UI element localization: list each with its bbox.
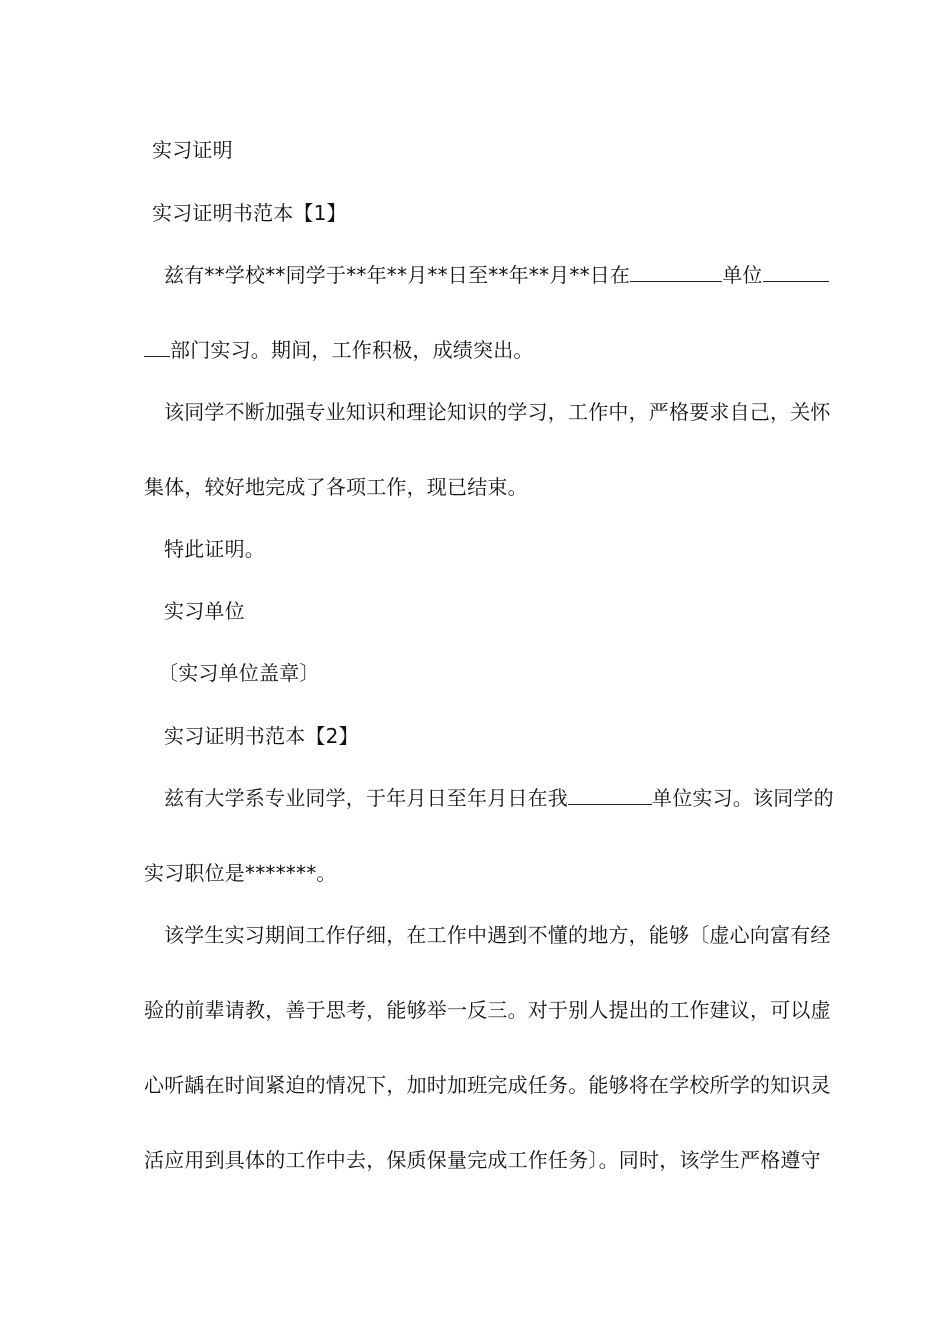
paragraph-1-line-1	[164, 262, 829, 288]
paragraph-2-line-2: 集体，较好地完成了各项工作，现已结束。	[144, 475, 528, 499]
closing-text: 特此证明。	[164, 537, 265, 561]
paragraph-4-line-1: 该学生实习期间工作仔细，在工作中遇到不懂的地方，能够〔虚心向富有经	[164, 923, 831, 947]
paragraph-1-text-end: 部门实习。期间，工作积极，成绩突出。	[170, 338, 534, 362]
fill-blank-unit	[630, 263, 722, 282]
paragraph-4-line-4: 活应用到具体的工作中去，保质保量完成工作任务〕。同时，该学生严格遵守	[144, 1148, 821, 1172]
paragraph-4-line-3: 心听龋在时间紧迫的情况下，加时加班完成任务。能够将在学校所学的知识灵	[144, 1073, 831, 1097]
sample-heading-2: 实习证明书范本【2】	[164, 724, 359, 748]
sample-heading-1: 实习证明书范本【1】	[152, 201, 347, 225]
paragraph-1-line-2	[144, 337, 534, 363]
paragraph-1-text-unit: 单位	[722, 263, 763, 287]
paragraph-3-text-start: 兹有大学系专业同学，于年月日至年月日在我	[164, 786, 568, 810]
paragraph-2-line-1: 该同学不断加强专业知识和理论知识的学习，工作中，严格要求自己，关怀	[164, 400, 831, 424]
fill-blank-department-cont	[144, 338, 170, 357]
paragraph-4-line-2: 验的前辈请教，善于思考，能够举一反三。对于别人提出的工作建议，可以虚	[144, 998, 831, 1022]
document-title: 实习证明	[152, 138, 233, 162]
paragraph-1-text-start: 兹有**学校**同学于**年**月**日至**年**月**日在	[164, 263, 631, 287]
internship-unit-label: 实习单位	[164, 599, 245, 623]
fill-blank-company	[568, 786, 652, 805]
fill-blank-department	[763, 263, 829, 282]
unit-seal-label: 〔实习单位盖章〕	[158, 661, 320, 685]
paragraph-3-text-end: 单位实习。该同学的	[652, 786, 834, 810]
paragraph-3-line-2: 实习职位是*******。	[144, 861, 337, 885]
paragraph-3-line-1	[164, 785, 834, 811]
